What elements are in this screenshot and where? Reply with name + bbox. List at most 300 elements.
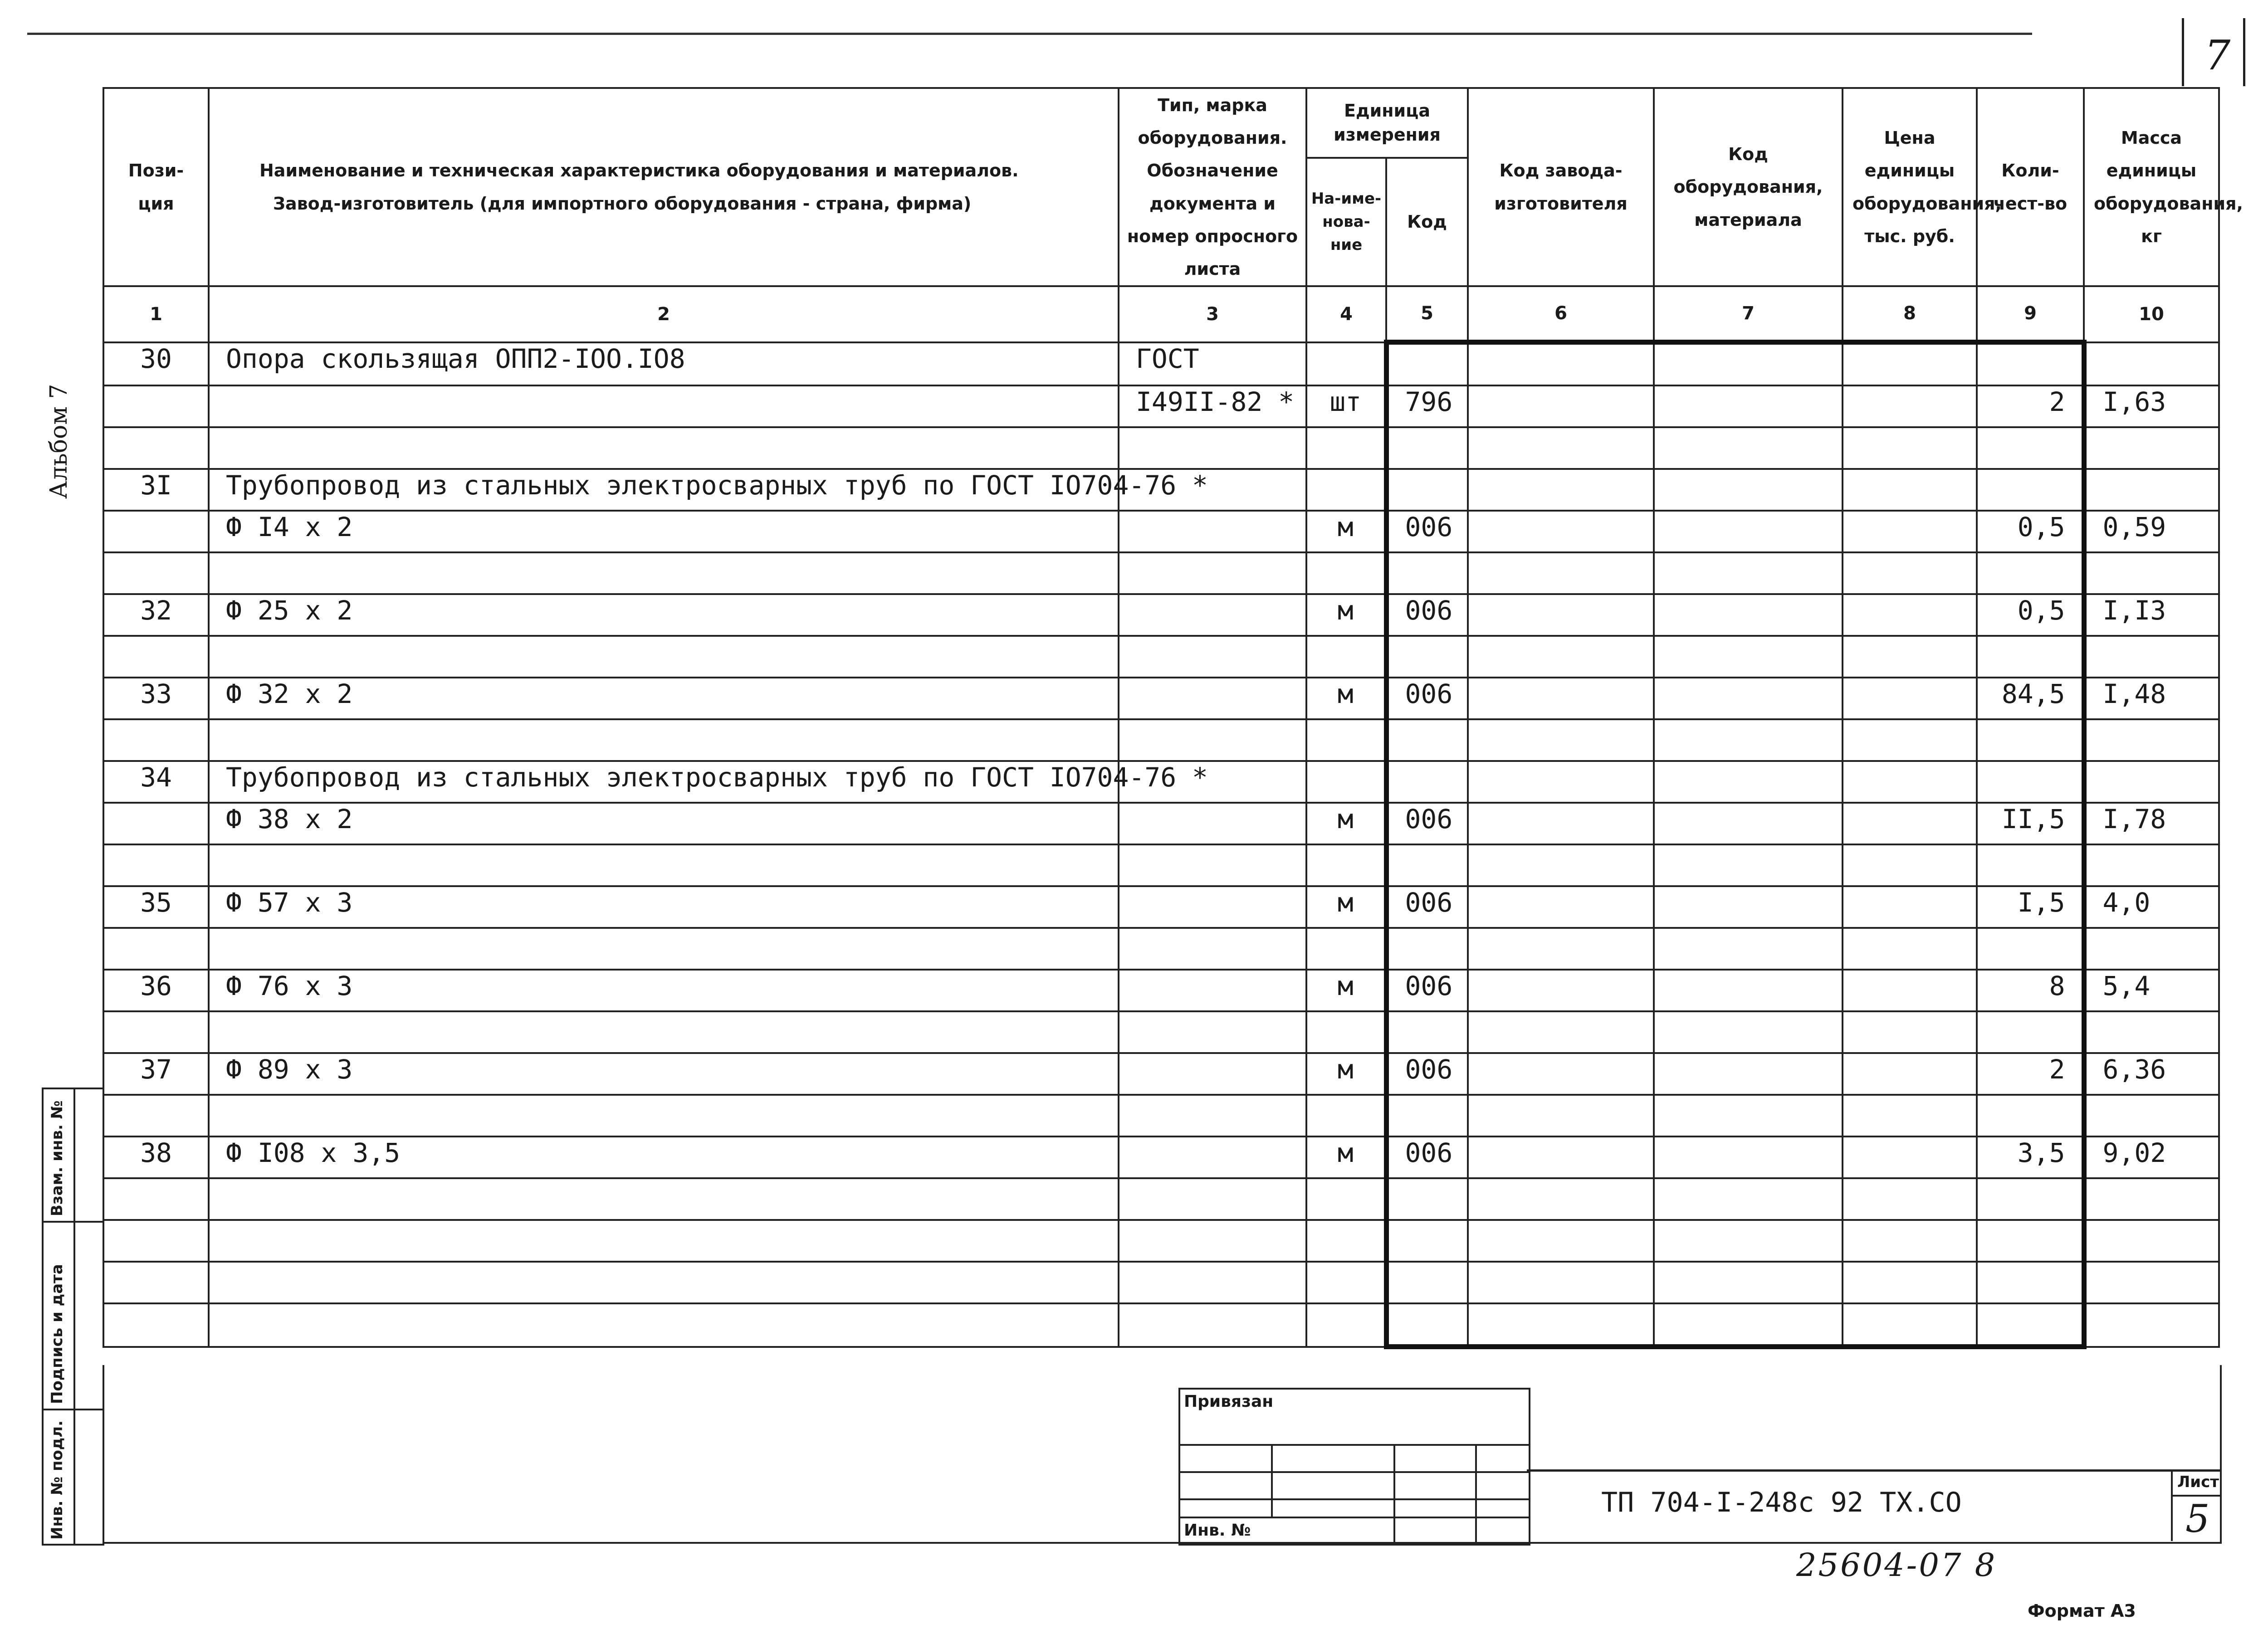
column-number-row (103, 286, 2219, 342)
cell-mass (2084, 427, 2219, 469)
table-row (103, 1178, 2219, 1220)
cell-price (1843, 844, 1977, 886)
cell-type (1119, 1053, 1306, 1095)
cell-price (1843, 427, 1977, 469)
cell-unit (1306, 844, 1386, 886)
header-type: Тип, марка оборудования. Обозначение документа и номер опросного листа (1119, 88, 1306, 286)
cell-factory (1468, 1095, 1654, 1136)
cell-unit: м (1306, 970, 1386, 1011)
cell-unit: м (1306, 678, 1386, 719)
cell-type (1119, 1136, 1306, 1178)
cell-qty (1977, 1262, 2084, 1303)
cell-pos: 32 (103, 594, 209, 636)
cell-price (1843, 385, 1977, 427)
sheet-box (2171, 1469, 2220, 1541)
cell-qty: 84,5 (1977, 678, 2084, 719)
header-pos: Пози- ция (103, 88, 209, 286)
table-row (103, 1053, 2219, 1095)
table-row (103, 594, 2219, 636)
inv-no-label: Инв. № (1184, 1521, 1251, 1540)
header-unit-group: Единица измерения (1306, 88, 1468, 158)
cell-unit (1306, 1220, 1386, 1262)
cell-unit: м (1306, 1053, 1386, 1095)
cell-factory (1468, 385, 1654, 427)
cell-code: 006 (1386, 886, 1468, 928)
cell-mass: 4,0 (2084, 886, 2219, 928)
cell-mass: I,I3 (2084, 594, 2219, 636)
sheet-label: Лист (2177, 1473, 2219, 1491)
table-row (103, 385, 2219, 427)
cell-name: Ф I08 x 3,5 (209, 1136, 1119, 1178)
cell-factory (1468, 928, 1654, 970)
cell-mass (2084, 552, 2219, 594)
cell-type (1119, 552, 1306, 594)
header-name (209, 88, 1119, 286)
cell-equip-code (1654, 385, 1843, 427)
cell-type: ГОСТ (1119, 342, 1306, 386)
cell-unit (1306, 928, 1386, 970)
cell-code: 006 (1386, 970, 1468, 1011)
cell-price (1843, 928, 1977, 970)
cell-equip-code (1654, 970, 1843, 1011)
cell-mass (2084, 1220, 2219, 1262)
cell-equip-code (1654, 1303, 1843, 1347)
table-row (103, 970, 2219, 1011)
header-name-line2: Завод-изготовитель (для импортного оборудования - страна, фирма) (273, 193, 972, 214)
cell-factory (1468, 719, 1654, 761)
cell-unit (1306, 1095, 1386, 1136)
cell-pos (103, 1011, 209, 1053)
cell-name: Трубопровод из стальных электросварных труб по ГОСТ IO704-76 * (209, 761, 1119, 803)
cell-pos: 34 (103, 761, 209, 803)
col-num-7: 7 (1654, 286, 1843, 342)
album-label: Альбом 7 (45, 384, 73, 499)
cell-mass: 6,36 (2084, 1053, 2219, 1095)
cell-price (1843, 803, 1977, 844)
cell-code: 006 (1386, 511, 1468, 552)
header-qty: Коли-чест-во (1977, 88, 2084, 286)
cell-name: Ф 25 x 2 (209, 594, 1119, 636)
cell-price (1843, 552, 1977, 594)
cell-type (1119, 1178, 1306, 1220)
cell-factory (1468, 1262, 1654, 1303)
cell-price (1843, 1053, 1977, 1095)
table-row (103, 636, 2219, 678)
table-row (103, 928, 2219, 970)
cell-code (1386, 1178, 1468, 1220)
cell-price (1843, 469, 1977, 511)
cell-name (209, 1303, 1119, 1347)
cell-name: Ф 76 x 3 (209, 970, 1119, 1011)
cell-equip-code (1654, 1178, 1843, 1220)
cell-type (1119, 1262, 1306, 1303)
cell-type: I49II-82 * (1119, 385, 1306, 427)
cell-mass (2084, 928, 2219, 970)
cell-qty (1977, 761, 2084, 803)
cell-equip-code (1654, 636, 1843, 678)
cell-code: 006 (1386, 1136, 1468, 1178)
table-row (103, 803, 2219, 844)
cell-unit (1306, 1303, 1386, 1347)
cell-price (1843, 1262, 1977, 1303)
cell-qty: 2 (1977, 1053, 2084, 1095)
format-label: Формат А3 (2028, 1601, 2136, 1621)
cell-price (1843, 1220, 1977, 1262)
cell-type (1119, 970, 1306, 1011)
cell-unit: м (1306, 886, 1386, 928)
cell-code (1386, 469, 1468, 511)
cell-name: Трубопровод из стальных электросварных труб по ГОСТ IO704-76 * (209, 469, 1119, 511)
cell-type (1119, 803, 1306, 844)
cell-type (1119, 636, 1306, 678)
cell-pos (103, 928, 209, 970)
cell-qty: 3,5 (1977, 1136, 2084, 1178)
table-row (103, 552, 2219, 594)
cell-pos (103, 552, 209, 594)
cell-pos: 3I (103, 469, 209, 511)
cell-equip-code (1654, 1095, 1843, 1136)
cell-price (1843, 594, 1977, 636)
cell-qty (1977, 427, 2084, 469)
cell-name (209, 928, 1119, 970)
cell-unit: шт (1306, 385, 1386, 427)
cell-factory (1468, 886, 1654, 928)
cell-code: 006 (1386, 803, 1468, 844)
cell-qty (1977, 636, 2084, 678)
cell-unit: м (1306, 1136, 1386, 1178)
cell-equip-code (1654, 678, 1843, 719)
cell-qty (1977, 1220, 2084, 1262)
table-row (103, 678, 2219, 719)
header-equip-code: Код оборудования, материала (1654, 88, 1843, 286)
table-row (103, 511, 2219, 552)
table-row (103, 844, 2219, 886)
cell-pos: 38 (103, 1136, 209, 1178)
cell-equip-code (1654, 844, 1843, 886)
header-row-1 (103, 88, 2219, 158)
cell-name: Ф 38 x 2 (209, 803, 1119, 844)
cell-price (1843, 1178, 1977, 1220)
cell-code (1386, 1095, 1468, 1136)
sheet-number: 5 (2185, 1497, 2210, 1541)
cell-mass (2084, 761, 2219, 803)
table-row (103, 1095, 2219, 1136)
cell-factory (1468, 1053, 1654, 1095)
col-num-6: 6 (1468, 286, 1654, 342)
cell-qty (1977, 342, 2084, 386)
cell-code: 796 (1386, 385, 1468, 427)
col-num-4: 4 (1306, 286, 1386, 342)
cell-qty (1977, 928, 2084, 970)
cell-qty: 0,5 (1977, 594, 2084, 636)
col-num-10: 10 (2084, 286, 2219, 342)
cell-pos: 30 (103, 342, 209, 386)
cell-name: Ф I4 x 2 (209, 511, 1119, 552)
cell-price (1843, 761, 1977, 803)
col-num-9: 9 (1977, 286, 2084, 342)
cell-unit (1306, 719, 1386, 761)
cell-factory (1468, 761, 1654, 803)
cell-factory (1468, 636, 1654, 678)
cell-type (1119, 594, 1306, 636)
cell-code (1386, 928, 1468, 970)
privyazan-label: Привязан (1184, 1392, 1274, 1411)
cell-name (209, 719, 1119, 761)
cell-code: 006 (1386, 678, 1468, 719)
header-unit-name: На-име-нова-ние (1306, 158, 1386, 286)
cell-pos (103, 427, 209, 469)
cell-code (1386, 1220, 1468, 1262)
cell-mass (2084, 1262, 2219, 1303)
cell-mass: 5,4 (2084, 970, 2219, 1011)
cell-factory (1468, 803, 1654, 844)
cell-code (1386, 1303, 1468, 1347)
cell-code (1386, 844, 1468, 886)
cell-qty: II,5 (1977, 803, 2084, 844)
cell-type (1119, 678, 1306, 719)
cell-name (209, 1011, 1119, 1053)
cell-code (1386, 342, 1468, 386)
page-number: 7 (2204, 32, 2231, 79)
cell-name (209, 844, 1119, 886)
cell-name (209, 385, 1119, 427)
cell-qty (1977, 719, 2084, 761)
cell-factory (1468, 594, 1654, 636)
document-code: ТП 704-I-248с 92 ТХ.СО (1601, 1487, 1962, 1518)
cell-equip-code (1654, 427, 1843, 469)
cell-price (1843, 636, 1977, 678)
side-label-podpis: Подпись и дата (48, 1264, 66, 1404)
cell-code: 006 (1386, 1053, 1468, 1095)
cell-pos (103, 511, 209, 552)
cell-type (1119, 719, 1306, 761)
side-label-inv-podl: Инв. № подл. (48, 1420, 66, 1540)
cell-factory (1468, 511, 1654, 552)
cell-pos (103, 719, 209, 761)
col-num-8: 8 (1843, 286, 1977, 342)
cell-mass (2084, 844, 2219, 886)
cell-mass: I,63 (2084, 385, 2219, 427)
cell-mass (2084, 1178, 2219, 1220)
cell-mass: 9,02 (2084, 1136, 2219, 1178)
table-row (103, 469, 2219, 511)
cell-price (1843, 511, 1977, 552)
cell-pos (103, 1262, 209, 1303)
cell-price (1843, 886, 1977, 928)
cell-mass (2084, 719, 2219, 761)
cell-qty (1977, 1095, 2084, 1136)
cell-qty: I,5 (1977, 886, 2084, 928)
title-block-line (1527, 1469, 2220, 1472)
cell-type (1119, 928, 1306, 970)
cell-equip-code (1654, 1262, 1843, 1303)
cell-price (1843, 1011, 1977, 1053)
cell-code (1386, 761, 1468, 803)
cell-code (1386, 552, 1468, 594)
cell-price (1843, 678, 1977, 719)
top-rule (27, 33, 2032, 35)
col-num-5: 5 (1386, 286, 1468, 342)
cell-factory (1468, 552, 1654, 594)
cell-equip-code (1654, 511, 1843, 552)
cell-mass (2084, 1095, 2219, 1136)
cell-factory (1468, 342, 1654, 386)
table-row (103, 886, 2219, 928)
cell-unit (1306, 469, 1386, 511)
cell-qty (1977, 1303, 2084, 1347)
header-price: Цена единицы оборудования, тыс. руб. (1843, 88, 1977, 286)
table-row (103, 342, 2219, 386)
handwritten-number: 25604-07 8 (1796, 1546, 1997, 1584)
cell-equip-code (1654, 342, 1843, 386)
table-row (103, 1303, 2219, 1347)
side-stamp (42, 1088, 104, 1546)
cell-mass (2084, 636, 2219, 678)
cell-pos (103, 1303, 209, 1347)
cell-qty (1977, 844, 2084, 886)
cell-type (1119, 1011, 1306, 1053)
cell-pos: 37 (103, 1053, 209, 1095)
cell-factory (1468, 469, 1654, 511)
cell-equip-code (1654, 719, 1843, 761)
cell-unit (1306, 761, 1386, 803)
cell-price (1843, 719, 1977, 761)
cell-mass (2084, 1303, 2219, 1347)
cell-qty (1977, 1011, 2084, 1053)
cell-type (1119, 844, 1306, 886)
cell-equip-code (1654, 552, 1843, 594)
cell-mass (2084, 469, 2219, 511)
cell-name (209, 1095, 1119, 1136)
cell-pos (103, 1095, 209, 1136)
cell-name: Ф 32 x 2 (209, 678, 1119, 719)
cell-factory (1468, 1011, 1654, 1053)
cell-unit: м (1306, 803, 1386, 844)
side-cell-podpis (44, 1223, 104, 1410)
cell-unit: м (1306, 594, 1386, 636)
cell-equip-code (1654, 1053, 1843, 1095)
header-unit-code: Код (1386, 158, 1468, 286)
cell-name (209, 552, 1119, 594)
cell-code: 006 (1386, 594, 1468, 636)
cell-equip-code (1654, 1220, 1843, 1262)
cell-equip-code (1654, 1136, 1843, 1178)
header-mass: Масса единицы оборудования, кг (2084, 88, 2219, 286)
cell-qty: 8 (1977, 970, 2084, 1011)
table-row (103, 1262, 2219, 1303)
cell-price (1843, 1095, 1977, 1136)
cell-unit (1306, 342, 1386, 386)
cell-mass: 0,59 (2084, 511, 2219, 552)
header-factory: Код завода-изготовителя (1468, 88, 1654, 286)
cell-qty: 2 (1977, 385, 2084, 427)
table-row (103, 1220, 2219, 1262)
cell-factory (1468, 844, 1654, 886)
cell-equip-code (1654, 803, 1843, 844)
cell-pos (103, 1178, 209, 1220)
cell-factory (1468, 1136, 1654, 1178)
cell-unit (1306, 636, 1386, 678)
cell-pos: 35 (103, 886, 209, 928)
cell-equip-code (1654, 928, 1843, 970)
cell-name (209, 1220, 1119, 1262)
side-cell-inv-podl (44, 1410, 104, 1542)
priv-vline-2 (1393, 1444, 1395, 1542)
cell-factory (1468, 427, 1654, 469)
cell-equip-code (1654, 1011, 1843, 1053)
cell-equip-code (1654, 886, 1843, 928)
privyazan-stamp (1178, 1388, 1530, 1546)
cell-unit (1306, 1178, 1386, 1220)
col-num-3: 3 (1119, 286, 1306, 342)
cell-code (1386, 1262, 1468, 1303)
cell-mass: I,48 (2084, 678, 2219, 719)
cell-factory (1468, 1220, 1654, 1262)
table-row (103, 1136, 2219, 1178)
cell-pos: 33 (103, 678, 209, 719)
cell-pos: 36 (103, 970, 209, 1011)
cell-pos (103, 385, 209, 427)
cell-factory (1468, 1303, 1654, 1347)
cell-price (1843, 342, 1977, 386)
cell-unit: м (1306, 511, 1386, 552)
cell-factory (1468, 970, 1654, 1011)
side-cell-vzam (44, 1089, 104, 1223)
cell-factory (1468, 678, 1654, 719)
cell-unit (1306, 427, 1386, 469)
table-row (103, 1011, 2219, 1053)
cell-unit (1306, 552, 1386, 594)
cell-name: Опора скользящая ОПП2-IOO.IO8 (209, 342, 1119, 386)
cell-qty (1977, 552, 2084, 594)
table-row (103, 761, 2219, 803)
cell-pos (103, 803, 209, 844)
cell-name (209, 1262, 1119, 1303)
cell-type (1119, 1095, 1306, 1136)
cell-unit (1306, 1262, 1386, 1303)
cell-code (1386, 719, 1468, 761)
cell-code (1386, 1011, 1468, 1053)
specification-table (103, 87, 2243, 1349)
cell-name (209, 1178, 1119, 1220)
cell-equip-code (1654, 469, 1843, 511)
cell-factory (1468, 1178, 1654, 1220)
col-num-1: 1 (103, 286, 209, 342)
priv-vline-1 (1271, 1444, 1273, 1517)
cell-pos (103, 636, 209, 678)
cell-unit (1306, 1011, 1386, 1053)
col-num-2: 2 (209, 286, 1119, 342)
cell-pos (103, 1220, 209, 1262)
header-name-line1: Наименование и техническая характеристика оборудования и материалов. (259, 161, 1019, 181)
cell-equip-code (1654, 594, 1843, 636)
table-row (103, 719, 2219, 761)
cell-code (1386, 427, 1468, 469)
cell-qty (1977, 1178, 2084, 1220)
cell-price (1843, 970, 1977, 1011)
table-row (103, 427, 2219, 469)
cell-mass (2084, 342, 2219, 386)
cell-type (1119, 511, 1306, 552)
cell-qty (1977, 469, 2084, 511)
cell-equip-code (1654, 761, 1843, 803)
cell-type (1119, 427, 1306, 469)
cell-type (1119, 1220, 1306, 1262)
cell-mass (2084, 1011, 2219, 1053)
side-label-vzam: Взам. инв. № (48, 1100, 66, 1216)
cell-type (1119, 886, 1306, 928)
cell-qty: 0,5 (1977, 511, 2084, 552)
